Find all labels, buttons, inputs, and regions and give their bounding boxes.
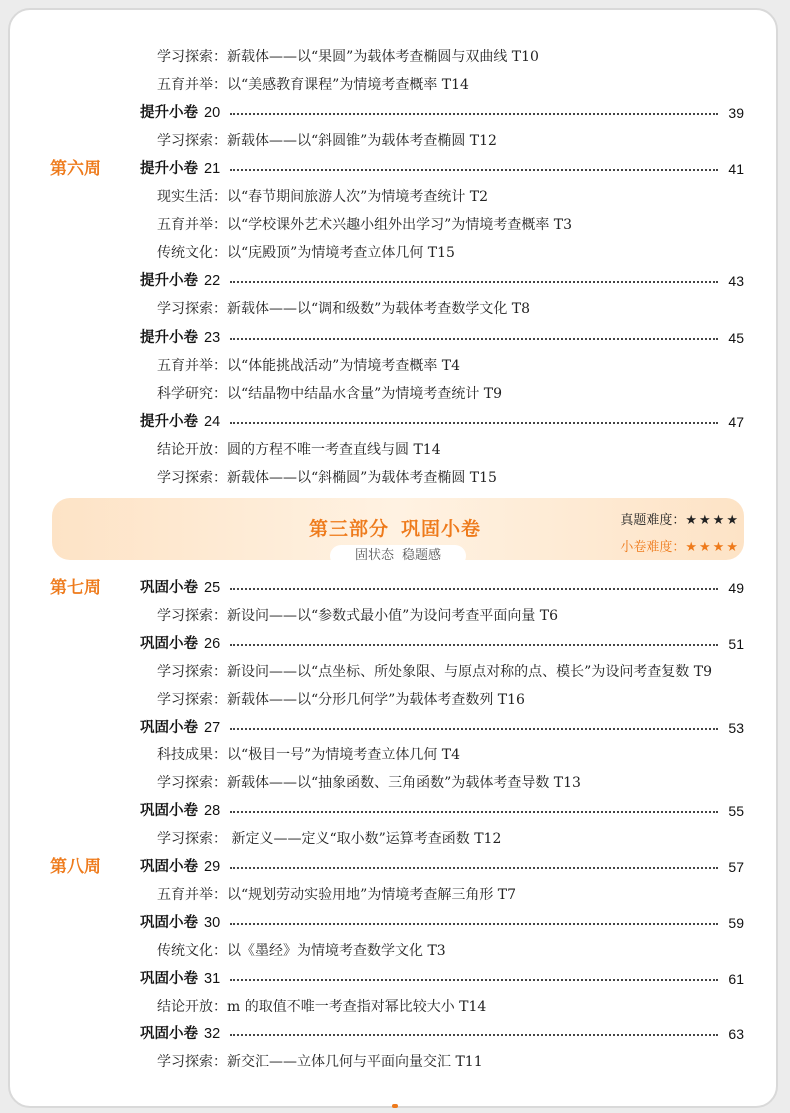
toc-topic-row xyxy=(0,686,790,714)
week-label: 第八周 xyxy=(50,857,101,877)
toc-section-row[interactable] xyxy=(0,324,790,352)
section-title xyxy=(140,99,220,127)
section-title xyxy=(140,853,220,881)
section-number: 27 xyxy=(204,719,221,736)
toc-section-row[interactable] xyxy=(0,630,790,658)
page-number: 61 xyxy=(728,970,744,987)
section-name: 巩固小卷 xyxy=(140,859,198,875)
section-number: 28 xyxy=(204,803,221,820)
page-number: 63 xyxy=(728,1026,744,1043)
page-number: 45 xyxy=(728,329,744,346)
section-title xyxy=(140,408,220,436)
section-title xyxy=(140,574,220,602)
toc-topic-row xyxy=(0,937,790,965)
topic-text: 结论开放：m 的取值不唯一考查指对幂比较大小 T14 xyxy=(157,998,487,1015)
topic-text: 学习探索：新载体——以“斜圆锥”为载体考查椭圆 T12 xyxy=(157,133,497,150)
toc-section-row[interactable] xyxy=(0,267,790,295)
section-number: 21 xyxy=(204,161,221,178)
toc-topic-row xyxy=(0,741,790,769)
dot-leader xyxy=(230,422,718,424)
topic-text: 结论开放：圆的方程不唯一考查直线与圆 T14 xyxy=(157,441,441,458)
dot-leader xyxy=(230,281,718,283)
page-number: 39 xyxy=(728,105,744,122)
toc-topic-row xyxy=(0,239,790,267)
page-number: 41 xyxy=(728,161,744,178)
dot-leader xyxy=(230,588,718,590)
section-name: 巩固小卷 xyxy=(140,803,198,820)
section-name: 巩固小卷 xyxy=(140,970,198,987)
dot-leader xyxy=(230,811,718,813)
section-number: 22 xyxy=(204,273,221,290)
section-title xyxy=(140,909,220,937)
section-title xyxy=(140,965,220,993)
section-title xyxy=(140,267,220,295)
dot-leader xyxy=(230,169,718,171)
section-name: 提升小卷 xyxy=(140,273,198,290)
real-difficulty-stars: ★★★★ xyxy=(685,513,740,528)
page-number: 59 xyxy=(728,914,744,931)
page-number: 43 xyxy=(728,273,744,290)
section-number: 24 xyxy=(204,413,221,430)
section-title xyxy=(140,630,220,658)
section-number: 29 xyxy=(204,859,221,875)
dot-leader xyxy=(230,1034,718,1036)
toc-section-row[interactable] xyxy=(0,1020,790,1048)
part-subtitle-2: 稳题感 xyxy=(402,548,442,563)
toc-section-row[interactable] xyxy=(0,909,790,937)
dot-leader xyxy=(230,113,718,115)
topic-text: 科学研究：以“结晶物中结晶水含量”为情境考查统计 T9 xyxy=(157,385,503,402)
toc-section-row[interactable] xyxy=(0,853,790,881)
toc-topic-row xyxy=(0,993,790,1021)
toc-topic-row xyxy=(0,881,790,909)
topic-text: 科技成果：以“极目一号”为情境考查立体几何 T4 xyxy=(157,747,461,764)
topic-text: 学习探索：新载体——以“调和级数”为载体考查数学文化 T8 xyxy=(157,301,531,318)
bottom-mark xyxy=(392,1104,398,1108)
section-name: 提升小卷 xyxy=(140,413,198,430)
toc-topic-row xyxy=(0,211,790,239)
page-number: 53 xyxy=(728,719,744,736)
topic-text: 学习探索：新载体——以“斜椭圆”为载体考查椭圆 T15 xyxy=(157,469,497,486)
topic-text: 五育并举：以“体能挑战活动”为情境考查概率 T4 xyxy=(157,357,461,374)
toc-topic-row xyxy=(0,825,790,853)
topic-text: 传统文化：以《墨经》为情境考查数学文化 T3 xyxy=(157,942,446,959)
section-number: 20 xyxy=(204,105,221,122)
toc-topic-row xyxy=(0,1048,790,1076)
topic-text: 五育并举：以“规划劳动实验用地”为情境考查解三角形 T7 xyxy=(157,886,517,903)
real-difficulty-label: 真题难度： xyxy=(620,513,686,528)
topic-text: 学习探索： 新定义——定义“取小数”运算考查函数 T12 xyxy=(157,831,502,848)
section-name: 巩固小卷 xyxy=(140,1026,198,1043)
section-name: 巩固小卷 xyxy=(140,719,198,736)
section-number: 23 xyxy=(204,329,221,346)
topic-text: 学习探索：新载体——以“果圆”为载体考查椭圆与双曲线 T10 xyxy=(157,49,539,65)
section-title xyxy=(140,155,220,183)
dot-leader xyxy=(230,923,718,925)
toc-topic-row xyxy=(0,380,790,408)
paper-difficulty-label: 小卷难度： xyxy=(620,540,686,555)
topic-text: 学习探索：新交汇——立体几何与平面向量交汇 T11 xyxy=(157,1054,483,1071)
page-number: 51 xyxy=(728,635,744,652)
page-number: 49 xyxy=(728,580,744,596)
topic-text: 传统文化：以“庑殿顶”为情境考查立体几何 T15 xyxy=(157,245,455,262)
section-title xyxy=(140,1020,220,1048)
section-title xyxy=(140,324,220,352)
toc-topic-row xyxy=(0,464,790,492)
part-subtitle-1: 固状态 xyxy=(354,548,394,563)
section-title xyxy=(140,797,220,825)
toc-section-row[interactable] xyxy=(0,965,790,993)
toc-topic-row xyxy=(0,769,790,797)
toc-section-row[interactable] xyxy=(0,155,790,183)
section-name: 提升小卷 xyxy=(140,329,198,346)
week-label: 第六周 xyxy=(50,159,101,180)
topic-text: 学习探索：新设问——以“点坐标、所处象限、与原点对称的点、模长”为设问考查复数 T9 xyxy=(157,663,713,680)
paper-difficulty xyxy=(620,536,740,555)
topic-text: 现实生活：以“春节期间旅游人次”为情境考查统计 T2 xyxy=(157,189,489,206)
page-number: 55 xyxy=(728,803,744,820)
week-label: 第七周 xyxy=(50,578,101,598)
toc-section-row[interactable] xyxy=(0,714,790,742)
toc-section-row[interactable] xyxy=(0,99,790,127)
part-number: 第三部分 xyxy=(308,518,389,540)
toc-section-row[interactable] xyxy=(0,797,790,825)
toc-topic-row xyxy=(0,71,790,99)
toc-topic-row xyxy=(0,183,790,211)
topic-text: 五育并举：以“学校课外艺术兴趣小组外出学习”为情境考查概率 T3 xyxy=(157,217,573,234)
dot-leader xyxy=(230,979,718,981)
section-number: 31 xyxy=(204,970,221,987)
section-number: 30 xyxy=(204,914,221,931)
toc-topic-row xyxy=(0,352,790,380)
toc-topic-row xyxy=(0,602,790,630)
dot-leader xyxy=(230,728,718,730)
dot-leader xyxy=(230,338,718,340)
dot-leader xyxy=(230,644,718,646)
topic-text: 学习探索：新载体——以“分形几何学”为载体考查数列 T16 xyxy=(157,691,525,708)
dot-leader xyxy=(230,867,718,869)
toc-topic-row xyxy=(0,127,790,155)
real-difficulty xyxy=(620,509,740,528)
toc-section-row[interactable] xyxy=(0,408,790,436)
section-name: 巩固小卷 xyxy=(140,914,198,931)
page-number: 57 xyxy=(728,859,744,875)
section-name: 提升小卷 xyxy=(140,161,198,178)
section-name: 巩固小卷 xyxy=(140,580,198,596)
part-subtitle xyxy=(330,545,466,567)
section-number: 26 xyxy=(204,635,221,652)
section-title xyxy=(140,714,220,742)
toc-topic-row xyxy=(0,43,790,71)
topic-text: 学习探索：新设问——以“参数式最小值”为设问考查平面向量 T6 xyxy=(157,607,559,624)
paper-difficulty-stars: ★★★★ xyxy=(685,540,740,555)
toc-topic-row xyxy=(0,295,790,323)
topic-text: 学习探索：新载体——以“抽象函数、三角函数”为载体考查导数 T13 xyxy=(157,775,581,792)
toc-topic-row xyxy=(0,436,790,464)
section-name: 巩固小卷 xyxy=(140,635,198,652)
page-number: 47 xyxy=(728,413,744,430)
section-number: 32 xyxy=(204,1026,221,1043)
section-name: 提升小卷 xyxy=(140,105,198,122)
part-name: 巩固小卷 xyxy=(401,518,482,540)
toc-section-row[interactable] xyxy=(0,574,790,602)
section-number: 25 xyxy=(204,580,221,596)
topic-text: 五育并举：以“美感教育课程”为情境考查概率 T14 xyxy=(157,77,469,94)
toc-topic-row xyxy=(0,658,790,686)
